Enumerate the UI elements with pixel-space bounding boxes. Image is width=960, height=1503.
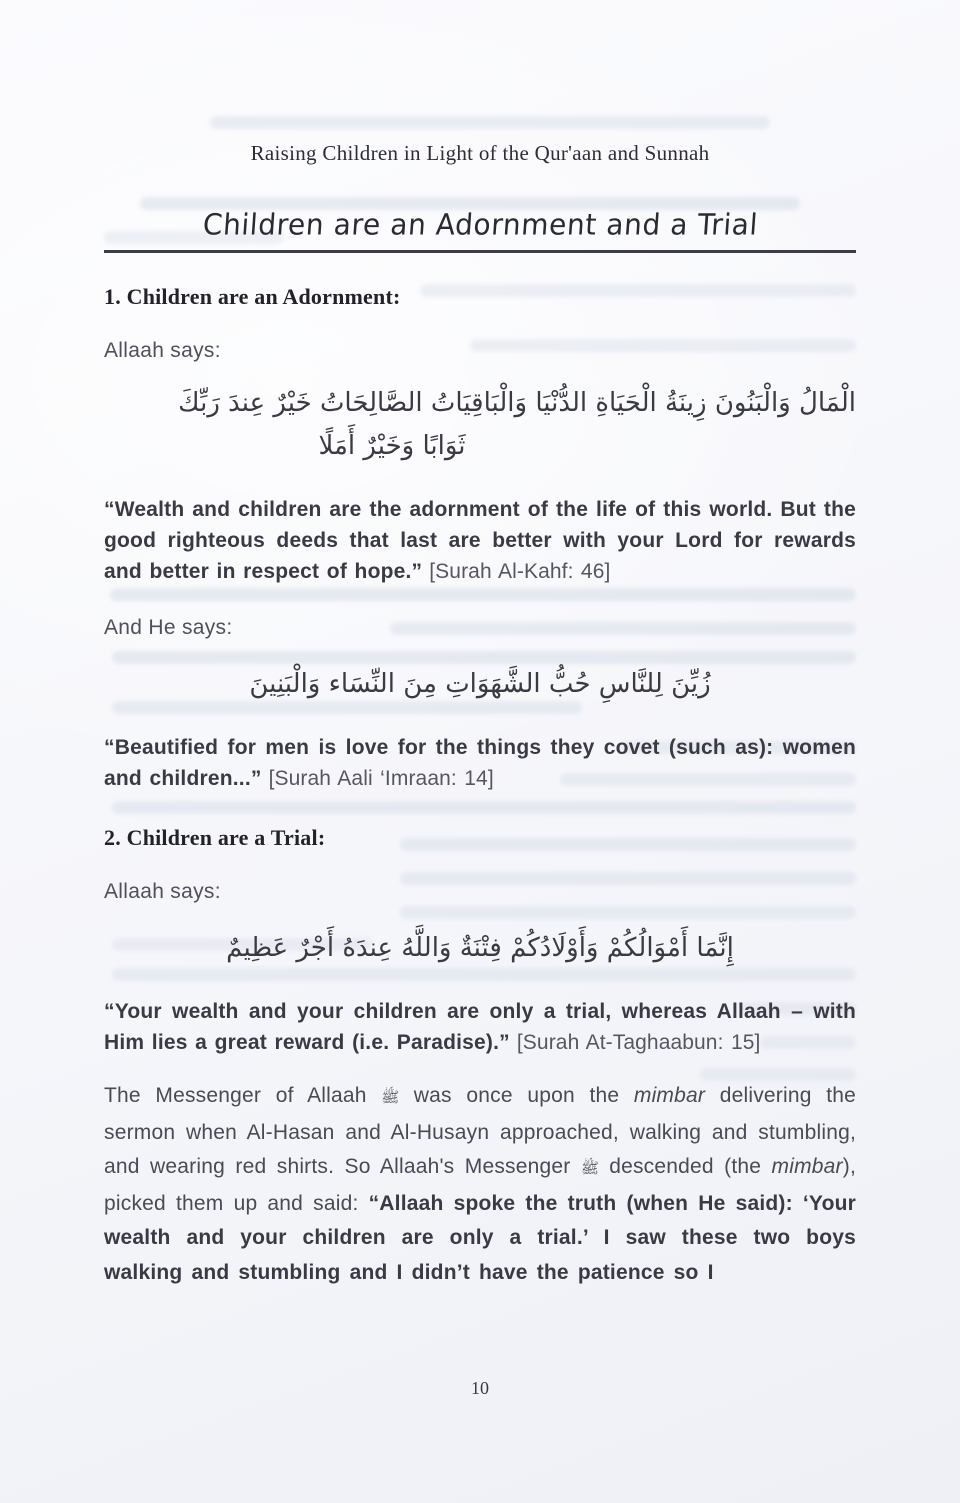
text-segment-normal: descended (the <box>598 1155 772 1178</box>
text-segment-normal: ), picked them up and said: <box>104 1155 856 1215</box>
running-header: Raising Children in Light of the Qur'aan and Sunnah <box>250 141 710 165</box>
page-content <box>104 140 856 1311</box>
bleedthrough-line <box>210 116 770 129</box>
page-number: 10 <box>471 1378 489 1398</box>
translation-imraan-text: “Beautified for men is love for the things they covet (such as): women and children...” <box>104 736 856 790</box>
section1-lead-in: Allaah says: <box>104 339 221 362</box>
text-segment-normal: The Messenger of Allaah <box>104 1084 382 1107</box>
translation-taghaabun <box>104 996 856 1058</box>
reference-taghaabun: [Surah At-Taghaabun: 15] <box>516 1031 761 1054</box>
translation-kahf <box>104 494 856 587</box>
chapter-title: Children are an Adornment and a Trial <box>201 207 759 242</box>
section1-lead-in-2: And He says: <box>104 616 233 639</box>
arabic-verse-kahf-line2: ثَوَابًا وَخَيْرٌ أَمَلًا <box>318 431 466 461</box>
text-segment-italic: mimbar <box>633 1084 706 1107</box>
arabic-verse-kahf <box>104 382 856 468</box>
text-segment-saw: ﷺ <box>381 1089 400 1106</box>
text-segment-bold: “Allaah spoke the truth (when He said): ‘Your wealth and your children are only a trial.’ I saw these two boys walking and stumbling and I didn’t have the patience so I <box>104 1191 856 1284</box>
arabic-verse-imraan: زُيِّنَ لِلنَّاسِ حُبُّ الشَّهَوَاتِ مِنَ النِّسَاء وَالْبَنِينَ <box>249 669 711 699</box>
arabic-verse-kahf-line1: الْمَالُ وَالْبَنُونَ زِينَةُ الْحَيَاةِ الدُّنْيَا وَالْبَاقِيَاتُ الصَّالِحَاتُ خَيْرٌ عِندَ رَبِّكَ <box>178 388 856 418</box>
text-segment-normal: was once upon the <box>399 1084 634 1107</box>
section2-heading: 2. Children are a Trial: <box>104 825 326 850</box>
reference-kahf: [Surah Al-Kahf: 46] <box>429 560 611 583</box>
translation-kahf-text: “Wealth and children are the adornment of the life of this world. But the good righteous deeds that last are better with your Lord for rewards and better in respect of hope.” <box>104 498 856 583</box>
section1-heading: 1. Children are an Adornment: <box>104 284 401 309</box>
translation-imraan <box>104 732 856 794</box>
text-segment-normal: delivering the sermon when Al-Hasan and Al-Husayn approached, walking and stumbling, and wearing red shirts. So Allaah's Messenger <box>104 1084 857 1178</box>
translation-taghaabun-text: “Your wealth and your children are only a trial, whereas Allaah – with Him lies a great reward (i.e. Paradise).” <box>104 1000 856 1054</box>
section2-lead-in: Allaah says: <box>104 880 221 903</box>
reference-imraan: [Surah Aali ‘Imraan: 14] <box>268 767 494 790</box>
text-segment-italic: mimbar <box>771 1155 843 1178</box>
chapter-title-rule <box>104 208 856 253</box>
text-segment-saw: ﷺ <box>580 1160 599 1177</box>
hadith-paragraph <box>104 1079 856 1290</box>
arabic-verse-taghaabun: إِنَّمَا أَمْوَالُكُمْ وَأَوْلَادُكُمْ فِتْنَةٌ وَاللَّهُ عِندَهُ أَجْرٌ عَظِيمٌ <box>226 933 734 963</box>
